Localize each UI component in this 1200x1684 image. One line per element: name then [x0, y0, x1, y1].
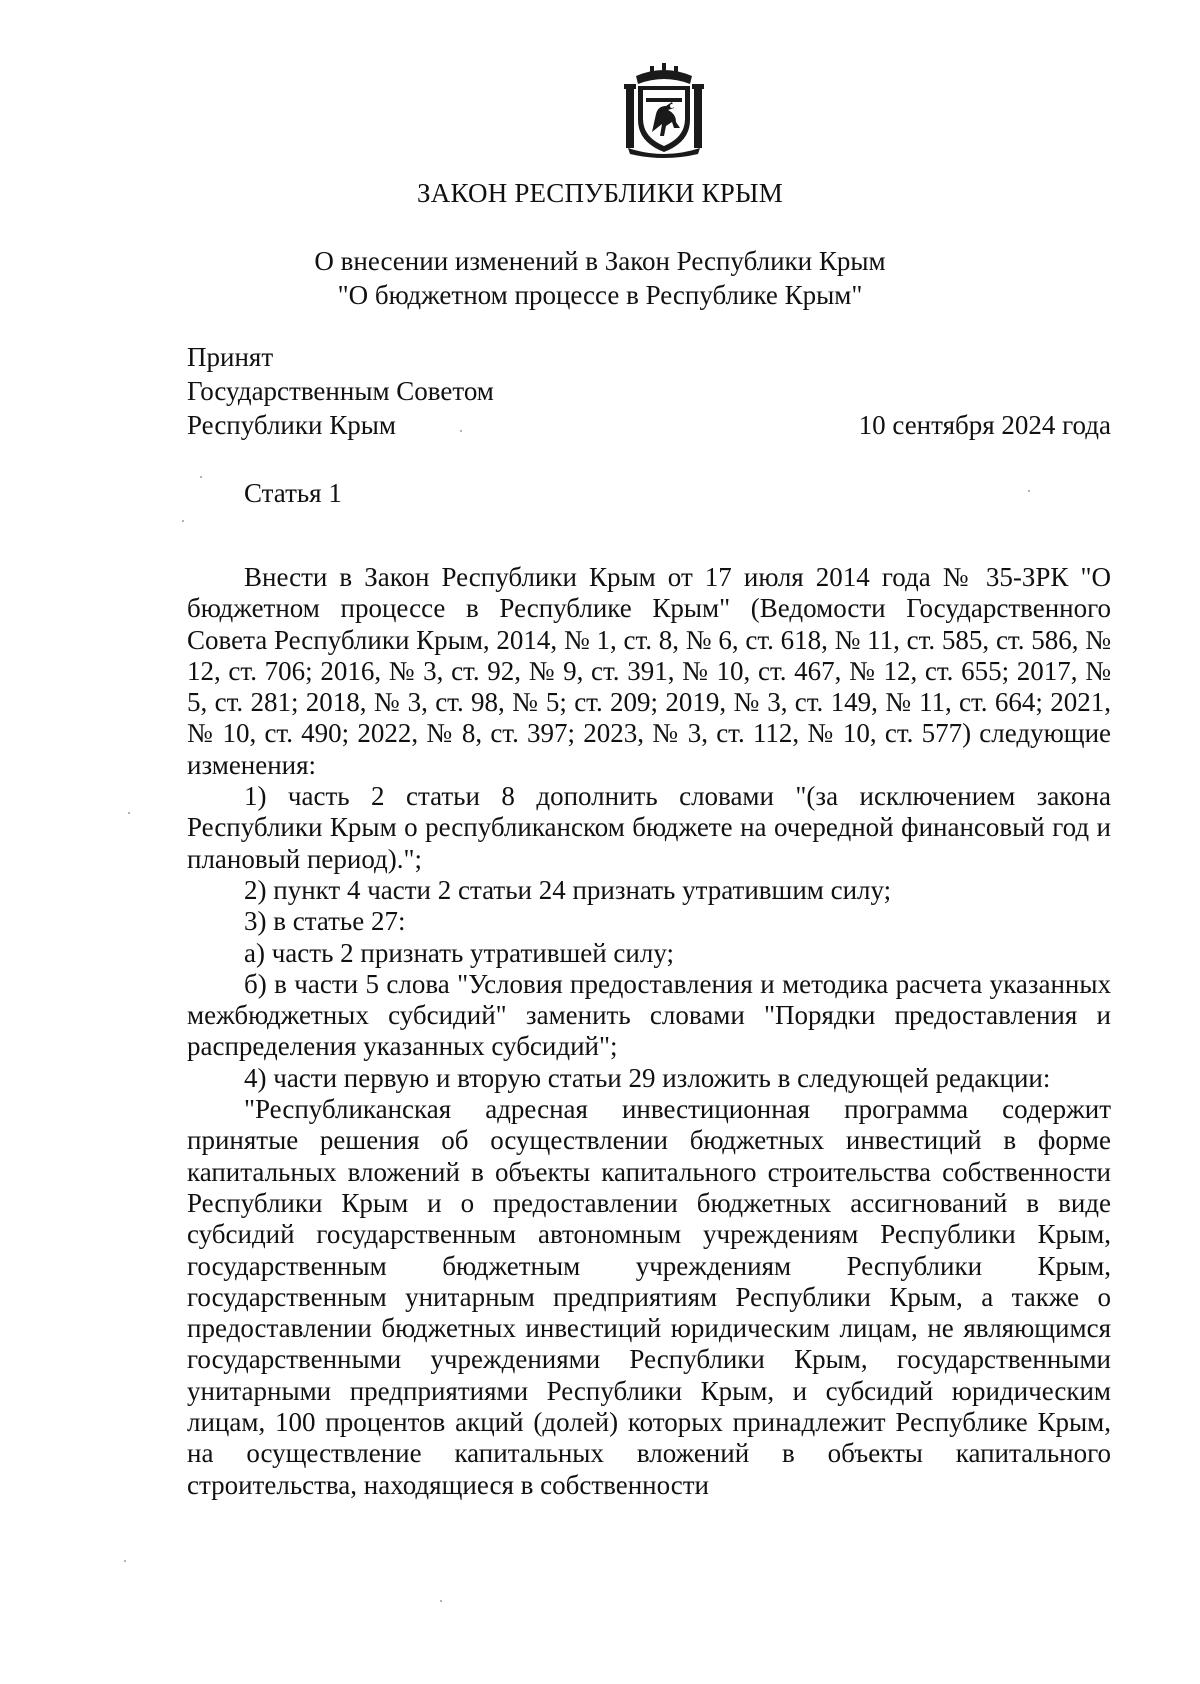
article-paragraph: 4) части первую и вторую статьи 29 изложить в следующей редакции:: [244, 1062, 1051, 1093]
article-body: [187, 562, 1111, 1501]
scan-speck: [460, 430, 462, 432]
adoption-block: [187, 340, 494, 442]
scan-speck: [182, 520, 184, 522]
law-title: ЗАКОН РЕСПУБЛИКИ КРЫМ: [417, 178, 783, 208]
article-heading: Статья 1: [244, 478, 342, 508]
article-paragraph: б) в части 5 слова "Условия предоставления и методика расчета указанных межбюджетных субсидий" заменить словами "Порядки предоставления и распределения указанных субсидий";: [187, 968, 1111, 1062]
subtitle-line: О внесении изменений в Закон Республики Крым: [314, 246, 886, 276]
article-paragraph: 1) часть 2 статьи 8 дополнить словами "(за исключением закона Республики Крым о республиканском бюджете на очередной финансовый год и плановый период).";: [187, 781, 1111, 874]
scan-speck: [1028, 490, 1030, 492]
crimea-coat-of-arms-icon: [622, 62, 706, 160]
article-paragraph: Внести в Закон Республики Крым от 17 июля 2014 года № 35-ЗРК "О бюджетном процессе в Республике Крым" (Ведомости Государственного Совета Республики Крым, 2014, № 1, ст. 8, № 6, ст. 618, № 11, ст. 585, ст. 586, № 12, ст. 706; 2016, № 3, ст. 92, № 9, ст. 391, № 10, ст. 467, № 12, ст. 655; 2017, № 5, ст. 281; 2018, № 3, ст. 98, № 5; ст. 209; 2019, № 3, ст. 149, № 11, ст. 664; 2021, № 10, ст. 490; 2022, № 8, ст. 397; 2023, № 3, ст. 112, № 10, ст. 577) следующие изменения:: [187, 562, 1111, 780]
scan-speck: [440, 1600, 442, 1602]
adoption-line: Республики Крым: [187, 410, 396, 440]
article-paragraph: 3) в статье 27:: [244, 906, 406, 937]
law-subtitle: [0, 244, 1200, 312]
scan-speck: [200, 476, 202, 478]
article-paragraph: 2) пункт 4 части 2 статьи 24 признать утратившим силу;: [244, 874, 892, 905]
adoption-date: 10 сентября 2024 года: [858, 410, 1111, 440]
article-paragraph: а) часть 2 признать утратившей силу;: [244, 937, 674, 968]
adoption-line: Принят: [187, 342, 274, 372]
adoption-line: Государственным Советом: [187, 376, 494, 406]
article-paragraph: "Республиканская адресная инвестиционная программа содержит принятые решения об осуществлении бюджетных инвестиций в форме капитальных вложений в объекты капитального строительства собственности Республики Крым и о предоставлении бюджетных ассигнований в виде субсидий государственным автономным учреждениям Республики Крым, государственным бюджетным учреждениям Республики Крым, государственным унитарным предприятиям Республики Крым, а также о предоставлении бюджетных инвестиций юридическим лицам, не являющимся государственными учреждениями Республики Крым, государственными унитарными предприятиями Республики Крым, и субсидий юридическим лицам, 100 процентов акций (долей) которых принадлежит Республике Крым, на осуществление капитальных вложений в объекты капитального строительства, находящиеся в собственности: [187, 1094, 1111, 1500]
scan-speck: [128, 812, 130, 814]
subtitle-line: "О бюджетном процессе в Республике Крым": [337, 280, 863, 310]
scan-speck: [124, 1560, 126, 1562]
